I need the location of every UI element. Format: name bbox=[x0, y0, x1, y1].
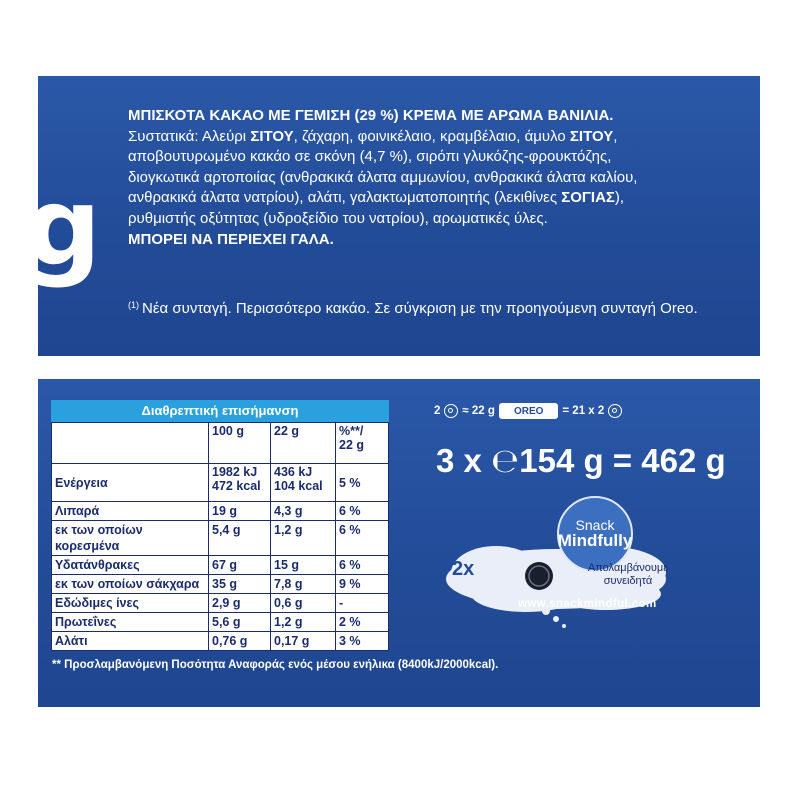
portion-indicator bbox=[434, 403, 622, 419]
ingredients-line-2: αποβουτυρωμένο κακάο σε σκόνη (4,7 %), σιρόπι γλυκόζης-φρουκτόζης, bbox=[128, 148, 612, 166]
cookie-icon bbox=[608, 404, 622, 418]
row-22g: 15 g bbox=[271, 556, 336, 575]
row-percent: 3 % bbox=[336, 632, 389, 651]
pack-label: OREO bbox=[513, 405, 544, 417]
row-100g: 19 g bbox=[209, 502, 271, 521]
row-percent: 6 % bbox=[336, 556, 389, 575]
ingredients-text-1c: , ζάχαρη, φοινικέλαιο, κραμβέλαιο, άμυλο bbox=[293, 127, 570, 145]
ingredients-line-4 bbox=[128, 188, 758, 209]
ingredients-line-1 bbox=[128, 127, 758, 148]
ingredients-text-4c: ), bbox=[614, 189, 625, 207]
pack-icon bbox=[499, 403, 558, 419]
badge-line-2: Mindfully bbox=[557, 531, 633, 550]
net-weight bbox=[436, 441, 726, 480]
row-22g: 4,3 g bbox=[271, 502, 336, 521]
badge-line-1: Snack bbox=[575, 517, 615, 533]
table-row bbox=[52, 556, 389, 575]
table-row bbox=[52, 575, 389, 594]
row-percent: 9 % bbox=[336, 575, 389, 594]
row-22g: 0,6 g bbox=[271, 594, 336, 613]
header-22g: 22 g bbox=[271, 423, 336, 464]
snack-text-l2: συνειδητά bbox=[603, 575, 653, 587]
row-label: εκ των οποίων σάκχαρα bbox=[52, 575, 209, 594]
ingredients-text-4a: ανθρακικά άλατα νατρίου), αλάτι, γαλακτωματοποιητής (λεκιθίνες bbox=[128, 189, 562, 207]
estimated-sign-icon: ℮ bbox=[491, 441, 520, 480]
row-22g: 0,17 g bbox=[271, 632, 336, 651]
ingredients-line-5: ρυθμιστής οξύτητας (υδροξείδιο του νατρίου), αρωματικές ύλες. bbox=[128, 209, 548, 227]
table-row bbox=[52, 632, 389, 651]
row-22g: 1,2 g bbox=[271, 613, 336, 632]
energy-22g-kj: 436 kJ bbox=[274, 465, 313, 479]
header-100g: 100 g bbox=[209, 423, 271, 464]
nutrition-header: Διαθρεπτική επισήμανση bbox=[51, 400, 389, 422]
footnote-mark: (1) bbox=[128, 300, 139, 310]
table-row-energy bbox=[52, 464, 389, 502]
row-100g: 35 g bbox=[209, 575, 271, 594]
energy-100g-kj: 1982 kJ bbox=[212, 465, 258, 479]
row-percent: 6 % bbox=[336, 521, 389, 556]
energy-22g bbox=[271, 464, 336, 502]
snack-mindfully-text bbox=[568, 562, 688, 588]
row-22g: 1,2 g bbox=[271, 521, 336, 556]
energy-percent: 5 % bbox=[336, 464, 389, 502]
ingredients-line-3: διογκωτικά αρτοποιίας (ανθρακικά άλατα αμμωνίου, ανθρακικά άλατα καλίου, bbox=[128, 168, 638, 186]
recipe-footnote bbox=[128, 300, 698, 317]
energy-22g-kcal: 104 kcal bbox=[274, 479, 323, 493]
table-row bbox=[52, 594, 389, 613]
snack-url[interactable]: www.snackmindful.com bbox=[518, 598, 657, 610]
row-label: Λιπαρά bbox=[52, 502, 209, 521]
ingredients-text bbox=[128, 106, 758, 250]
ingredients-text-1e: , bbox=[613, 127, 618, 145]
row-label: Πρωτεΐνες bbox=[52, 613, 209, 632]
weight-net: 154 g = 462 g bbox=[519, 442, 726, 479]
row-100g: 0,76 g bbox=[209, 632, 271, 651]
two-x-label: 2x bbox=[452, 558, 475, 580]
row-100g: 2,9 g bbox=[209, 594, 271, 613]
allergen-soy: ΣΟΓΙΑΣ bbox=[561, 189, 615, 207]
snack-text-l1: Απολαμβάνουμε bbox=[587, 562, 669, 574]
row-100g: 5,4 g bbox=[209, 521, 271, 556]
row-100g: 67 g bbox=[209, 556, 271, 575]
nutrition-panel bbox=[38, 379, 760, 707]
row-percent: 2 % bbox=[336, 613, 389, 632]
portion-approx: ≈ 22 g bbox=[462, 405, 495, 417]
cookie-icon bbox=[444, 404, 458, 418]
nutrition-footnote: ** Προσλαμβανόμενη Ποσότητα Αναφοράς ενός μέσου ενήλικα (8400kJ/2000kcal). bbox=[52, 659, 499, 671]
table-row bbox=[52, 502, 389, 521]
row-label: εκ των οποίων κορεσμένα bbox=[52, 521, 209, 556]
table-row bbox=[52, 613, 389, 632]
ingredients-text-1a: Συστατικά: Αλεύρι bbox=[128, 127, 251, 145]
header-percent-l2: 22 g bbox=[339, 438, 365, 452]
portion-count: 2 bbox=[434, 405, 441, 417]
header-percent-l1: %**/ bbox=[339, 424, 364, 438]
pack-count: = 21 x 2 bbox=[562, 405, 605, 417]
energy-100g-kcal: 472 kcal bbox=[212, 479, 261, 493]
nutrition-table bbox=[51, 400, 389, 651]
weight-multiplier: 3 x bbox=[436, 442, 482, 479]
product-title: ΜΠΙΣΚΟΤΑ ΚΑΚΑΟ ΜΕ ΓΕΜΙΣΗ (29 %) ΚΡΕΜΑ ΜΕ ΑΡΩΜΑ ΒΑΝΙΛΙΑ. bbox=[128, 107, 614, 124]
allergen-wheat: ΣΙΤΟΥ bbox=[250, 127, 294, 145]
allergen-wheat-2: ΣΙΤΟΥ bbox=[569, 127, 614, 145]
header-empty-cell bbox=[52, 423, 209, 464]
row-label: Αλάτι bbox=[52, 632, 209, 651]
energy-100g bbox=[209, 464, 271, 502]
snack-mindfully-badge bbox=[557, 496, 633, 572]
allergen-warning: ΜΠΟΡΕΙ ΝΑ ΠΕΡΙΕΧΕΙ ΓΑΛΑ. bbox=[128, 230, 334, 248]
row-percent: - bbox=[336, 594, 389, 613]
partial-letter: g bbox=[24, 165, 102, 290]
table-header-row bbox=[52, 423, 389, 464]
row-label: Εδώδιμες ίνες bbox=[52, 594, 209, 613]
footnote-text: Νέα συνταγή. Περισσότερο κακάο. Σε σύγκριση με την προηγούμενη συνταγή Oreo. bbox=[142, 300, 698, 317]
nutrition-grid bbox=[51, 422, 389, 651]
ingredients-panel bbox=[24, 76, 760, 356]
row-label: Υδατάνθρακες bbox=[52, 556, 209, 575]
header-percent bbox=[336, 423, 389, 464]
row-100g: 5,6 g bbox=[209, 613, 271, 632]
table-row bbox=[52, 521, 389, 556]
row-22g: 7,8 g bbox=[271, 575, 336, 594]
row-percent: 6 % bbox=[336, 502, 389, 521]
energy-label: Ενέργεια bbox=[52, 464, 209, 502]
